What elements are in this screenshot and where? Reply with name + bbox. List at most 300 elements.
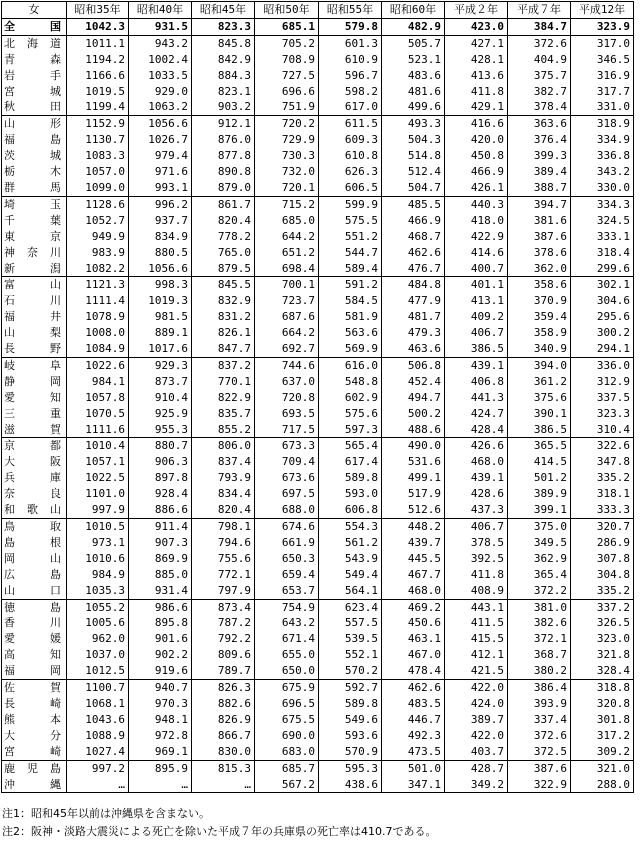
cell: 320.7 [571,519,634,535]
cell: 295.6 [571,309,634,325]
cell: 651.2 [255,245,319,261]
cell: 413.6 [445,68,508,84]
cell: 880.7 [129,438,192,454]
cell: 837.4 [192,454,255,470]
cell: 316.9 [571,68,634,84]
cell: 477.9 [382,293,445,309]
cell: 324.5 [571,213,634,229]
cell: 323.0 [571,631,634,647]
cell: 492.3 [382,728,445,744]
cell: 834.4 [192,486,255,502]
cell: 386.4 [508,680,571,696]
cell: 705.2 [255,35,319,51]
cell: 1012.5 [67,663,129,679]
cell: 323.9 [571,18,634,35]
cell: 424.7 [445,406,508,422]
cell: 372.6 [508,728,571,744]
cell: 463.1 [382,631,445,647]
cell: 484.8 [382,277,445,293]
footnote: 注2：阪神・淡路大震災による死亡を除いた平成７年の兵庫県の死亡率は410.7である。 [2,825,437,838]
cell: 626.3 [319,164,382,180]
cell: 832.9 [192,293,255,309]
cell: 1052.7 [67,213,129,229]
row-label: 秋田 [2,99,67,115]
cell: 554.3 [319,519,382,535]
cell: 326.5 [571,615,634,631]
cell: 300.2 [571,325,634,341]
cell: … [67,777,129,793]
cell: 439.1 [445,357,508,373]
table-row [2,52,634,68]
cell: 1057.8 [67,390,129,406]
table-row [2,486,634,502]
cell: 886.6 [129,502,192,518]
cell: 439.7 [382,535,445,551]
cell: 831.2 [192,309,255,325]
cell: 940.7 [129,680,192,696]
row-label: 岐阜 [2,357,67,373]
cell: 317.7 [571,84,634,100]
cell: 335.2 [571,470,634,486]
table-row [2,99,634,115]
cell: 597.3 [319,422,382,438]
cell: 423.0 [445,18,508,35]
cell: 428.1 [445,52,508,68]
cell: 531.6 [382,454,445,470]
cell: 439.1 [445,470,508,486]
cell: 1056.6 [129,261,192,277]
cell: 394.7 [508,196,571,212]
table-row [2,551,634,567]
table-row [2,180,634,196]
header-col: 平成２年 [445,2,508,19]
cell: 372.6 [508,35,571,51]
cell: 1111.6 [67,422,129,438]
cell: 337.4 [508,712,571,728]
cell: 445.5 [382,551,445,567]
table-row [2,245,634,261]
cell: 428.7 [445,760,508,776]
cell: 835.7 [192,406,255,422]
table-row-total [2,18,634,35]
row-label: 埼玉 [2,196,67,212]
cell: 375.7 [508,68,571,84]
table-row [2,35,634,51]
cell: 349.2 [445,777,508,793]
table-row [2,261,634,277]
cell: 1194.2 [67,52,129,68]
cell: 708.9 [255,52,319,68]
cell: 727.5 [255,68,319,84]
footnote: 注1：昭和45年以前は沖縄県を含まない。 [2,807,210,820]
table-row [2,229,634,245]
header-col: 昭和50年 [255,2,319,19]
cell: 427.1 [445,35,508,51]
cell: 593.6 [319,728,382,744]
cell: 1002.4 [129,52,192,68]
cell: 696.5 [255,696,319,712]
cell: 468.7 [382,229,445,245]
cell: 873.7 [129,374,192,390]
cell: 413.1 [445,293,508,309]
cell: 671.4 [255,631,319,647]
table-row [2,583,634,599]
cell: 462.6 [382,245,445,261]
row-label: 兵庫 [2,470,67,486]
cell: 335.2 [571,583,634,599]
cell: 1099.0 [67,180,129,196]
cell: 1130.7 [67,132,129,148]
cell: 358.6 [508,277,571,293]
row-label: 群馬 [2,180,67,196]
cell: 307.8 [571,551,634,567]
row-label: 大阪 [2,454,67,470]
row-label: 沖縄 [2,777,67,793]
cell: 1056.6 [129,116,192,132]
cell: 1078.9 [67,309,129,325]
cell: 466.9 [382,213,445,229]
cell: 483.5 [382,696,445,712]
cell: 1057.1 [67,454,129,470]
row-label: 東京 [2,229,67,245]
cell: 744.6 [255,357,319,373]
cell: 772.1 [192,567,255,583]
cell: 420.0 [445,132,508,148]
cell: 685.0 [255,213,319,229]
cell: 973.1 [67,535,129,551]
cell: 552.1 [319,647,382,663]
cell: 688.0 [255,502,319,518]
cell: 732.0 [255,164,319,180]
cell: 565.4 [319,438,382,454]
cell: 523.1 [382,52,445,68]
cell: 376.4 [508,132,571,148]
cell: 441.3 [445,390,508,406]
cell: 1084.9 [67,341,129,357]
cell: 879.5 [192,261,255,277]
cell: 1121.3 [67,277,129,293]
cell: 929.3 [129,357,192,373]
cell: 653.7 [255,583,319,599]
cell: 692.7 [255,341,319,357]
cell: 450.8 [445,148,508,164]
cell: 481.6 [382,84,445,100]
cell: 596.7 [319,68,382,84]
row-label: 長野 [2,341,67,357]
cell: 1042.3 [67,18,129,35]
cell: 372.5 [508,744,571,760]
cell: 387.6 [508,760,571,776]
table-row [2,728,634,744]
cell: 443.1 [445,599,508,615]
cell: 448.2 [382,519,445,535]
cell: 544.7 [319,245,382,261]
cell: 591.2 [319,277,382,293]
header-col: 昭和40年 [129,2,192,19]
cell: 830.0 [192,744,255,760]
cell: 687.6 [255,309,319,325]
row-label: 石川 [2,293,67,309]
table-row [2,631,634,647]
cell: 643.2 [255,615,319,631]
cell: 1022.5 [67,470,129,486]
cell: 882.6 [192,696,255,712]
cell: 411.8 [445,567,508,583]
cell: 1043.6 [67,712,129,728]
cell: 617.4 [319,454,382,470]
table-row [2,647,634,663]
table-row [2,502,634,518]
cell: 910.4 [129,390,192,406]
row-label: 福島 [2,132,67,148]
cell: 365.4 [508,567,571,583]
cell: 1088.9 [67,728,129,744]
cell: 1199.4 [67,99,129,115]
cell: 996.2 [129,196,192,212]
cell: 806.0 [192,438,255,454]
cell: 422.0 [445,680,508,696]
cell: 595.3 [319,760,382,776]
cell: 340.9 [508,341,571,357]
row-label: 千葉 [2,213,67,229]
cell: 789.7 [192,663,255,679]
cell: 564.1 [319,583,382,599]
cell: 414.5 [508,454,571,470]
cell: 381.0 [508,599,571,615]
header-row [2,2,634,19]
cell: 931.5 [129,18,192,35]
cell: 794.6 [192,535,255,551]
table-row [2,615,634,631]
cell: 318.1 [571,486,634,502]
cell: 322.9 [508,777,571,793]
cell: 386.5 [508,422,571,438]
cell: 362.0 [508,261,571,277]
cell: 826.9 [192,712,255,728]
cell: 330.0 [571,180,634,196]
cell: 424.0 [445,696,508,712]
cell: 1128.6 [67,196,129,212]
cell: 549.6 [319,712,382,728]
table-body [2,18,634,793]
cell: 317.2 [571,728,634,744]
cell: 386.5 [445,341,508,357]
cell: 1010.5 [67,519,129,535]
cell: 478.4 [382,663,445,679]
cell: 809.6 [192,647,255,663]
row-label: 佐賀 [2,680,67,696]
cell: 399.1 [508,502,571,518]
cell: 389.4 [508,164,571,180]
cell: 331.0 [571,99,634,115]
table-container [1,1,634,793]
cell: 467.7 [382,567,445,583]
cell: 310.4 [571,422,634,438]
cell: 323.3 [571,406,634,422]
cell: 512.4 [382,164,445,180]
cell: 729.9 [255,132,319,148]
cell: 890.8 [192,164,255,180]
table-row [2,599,634,615]
cell: 467.0 [382,647,445,663]
cell: 494.7 [382,390,445,406]
cell: 1033.5 [129,68,192,84]
table-row [2,535,634,551]
cell: 401.1 [445,277,508,293]
cell: 723.7 [255,293,319,309]
cell: 949.9 [67,229,129,245]
row-label: 富山 [2,277,67,293]
row-label: 和歌山 [2,502,67,518]
cell: 584.5 [319,293,382,309]
cell: 359.4 [508,309,571,325]
cell: 349.5 [508,535,571,551]
cell: 675.5 [255,712,319,728]
cell: 798.1 [192,519,255,535]
row-label: 神奈川 [2,245,67,261]
cell: 998.3 [129,277,192,293]
cell: 368.7 [508,647,571,663]
cell: 1057.0 [67,164,129,180]
row-label: 宮城 [2,84,67,100]
cell: 321.8 [571,647,634,663]
cell: 1019.5 [67,84,129,100]
cell: 911.4 [129,519,192,535]
cell: 1063.2 [129,99,192,115]
table-row [2,213,634,229]
table-row [2,777,634,793]
cell: 826.3 [192,680,255,696]
cell: 623.4 [319,599,382,615]
cell: 730.3 [255,148,319,164]
cell: 328.4 [571,663,634,679]
cell: … [192,777,255,793]
cell: 557.5 [319,615,382,631]
row-label: 北海道 [2,35,67,51]
cell: 387.6 [508,229,571,245]
cell: 823.1 [192,84,255,100]
cell: 797.9 [192,583,255,599]
cell: 1111.4 [67,293,129,309]
table-row [2,567,634,583]
cell: 754.9 [255,599,319,615]
cell: 302.1 [571,277,634,293]
cell: 462.6 [382,680,445,696]
cell: 755.6 [192,551,255,567]
cell: 972.8 [129,728,192,744]
row-label: 滋賀 [2,422,67,438]
cell: 877.8 [192,148,255,164]
cell: 382.7 [508,84,571,100]
cell: 919.6 [129,663,192,679]
cell: 452.4 [382,374,445,390]
cell: 406.7 [445,519,508,535]
row-label: 栃木 [2,164,67,180]
table-row [2,132,634,148]
row-label: 宮崎 [2,744,67,760]
cell: 902.2 [129,647,192,663]
cell: 969.1 [129,744,192,760]
cell: 599.9 [319,196,382,212]
cell: 426.6 [445,438,508,454]
cell: 406.7 [445,325,508,341]
cell: 428.6 [445,486,508,502]
cell: 336.0 [571,357,634,373]
cell: 421.5 [445,663,508,679]
cell: 312.9 [571,374,634,390]
cell: 673.3 [255,438,319,454]
row-label: 京都 [2,438,67,454]
cell: 473.5 [382,744,445,760]
cell: 1083.3 [67,148,129,164]
cell: 563.6 [319,325,382,341]
cell: 895.8 [129,615,192,631]
cell: 1026.7 [129,132,192,148]
cell: 567.2 [255,777,319,793]
cell: 815.3 [192,760,255,776]
cell: 363.6 [508,116,571,132]
cell: 333.1 [571,229,634,245]
cell: 720.1 [255,180,319,196]
cell: 570.9 [319,744,382,760]
cell: 504.7 [382,180,445,196]
cell: 479.3 [382,325,445,341]
cell: 1101.0 [67,486,129,502]
cell: 428.4 [445,422,508,438]
cell: 309.2 [571,744,634,760]
cell: 889.1 [129,325,192,341]
row-label: 熊本 [2,712,67,728]
cell: 468.0 [445,454,508,470]
cell: 288.0 [571,777,634,793]
table-row [2,164,634,180]
cell: 834.9 [129,229,192,245]
cell: 318.4 [571,245,634,261]
cell: 437.3 [445,502,508,518]
cell: 337.2 [571,599,634,615]
cell: 1017.6 [129,341,192,357]
table-row [2,680,634,696]
cell: 845.5 [192,277,255,293]
cell: 1008.0 [67,325,129,341]
cell: 481.7 [382,309,445,325]
cell: 318.9 [571,116,634,132]
cell: 500.2 [382,406,445,422]
cell: 897.8 [129,470,192,486]
cell: 488.6 [382,422,445,438]
cell: 693.5 [255,406,319,422]
cell: 389.9 [508,486,571,502]
cell: 937.7 [129,213,192,229]
footnotes [2,805,437,841]
cell: 751.9 [255,99,319,115]
cell: 504.3 [382,132,445,148]
row-label: 鳥取 [2,519,67,535]
cell: 362.9 [508,551,571,567]
cell: 696.6 [255,84,319,100]
cell: 664.2 [255,325,319,341]
cell: 948.1 [129,712,192,728]
row-label: 福岡 [2,663,67,679]
cell: 855.2 [192,422,255,438]
cell: 602.9 [319,390,382,406]
cell: 304.6 [571,293,634,309]
cell: 490.0 [382,438,445,454]
cell: 485.5 [382,196,445,212]
cell: 469.2 [382,599,445,615]
cell: 409.2 [445,309,508,325]
cell: 925.9 [129,406,192,422]
